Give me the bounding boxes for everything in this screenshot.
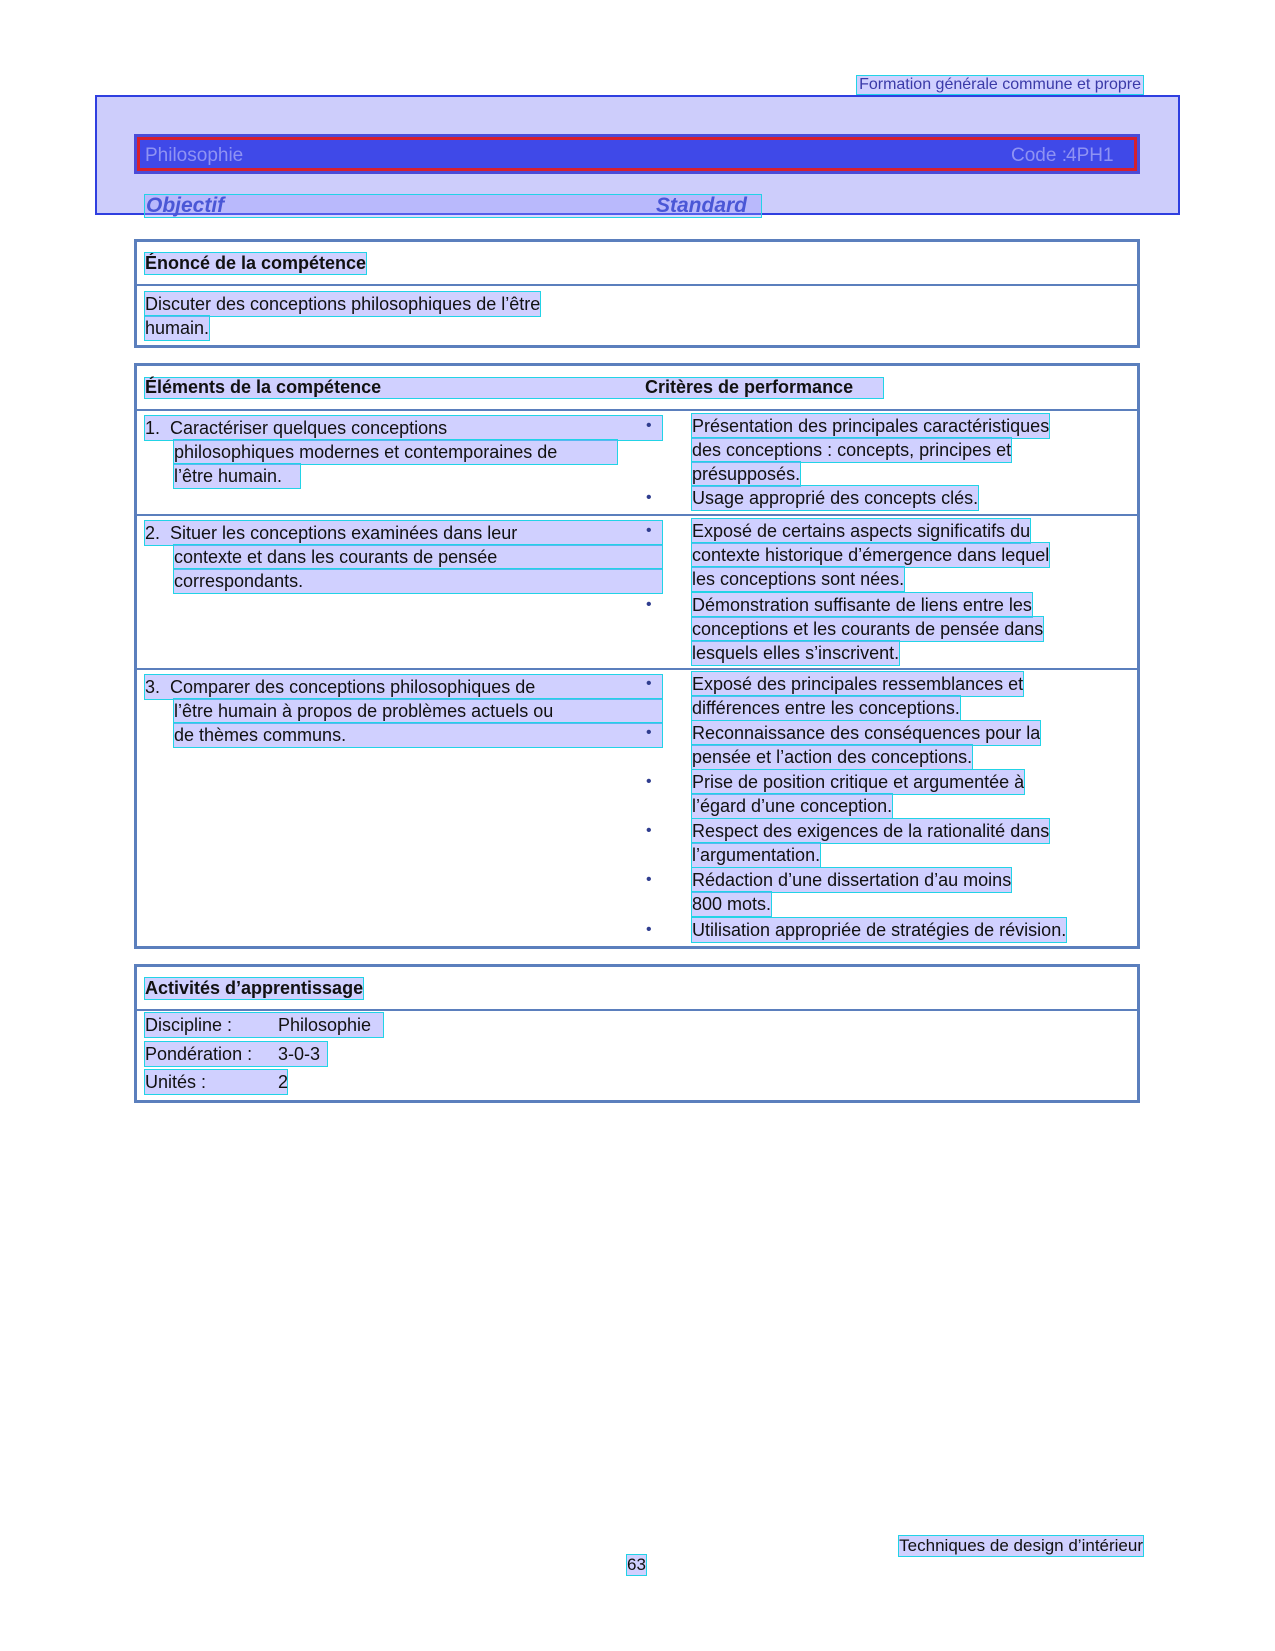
element-line: contexte et dans les courants de pensée — [174, 545, 662, 569]
criterion-line: l’égard d’une conception. — [692, 796, 893, 816]
code-label: Code : — [1011, 145, 1067, 166]
bullet-icon: • — [646, 871, 652, 888]
elements-heading: Éléments de la compétence — [145, 377, 382, 397]
criterion-line: pensée et l’action des conceptions. — [692, 747, 973, 767]
element-line: 1. Caractériser quelques conceptions — [145, 416, 662, 440]
criterion-line: présupposés. — [692, 464, 801, 484]
standard-label: Standard — [656, 194, 748, 217]
title-bar — [134, 134, 1140, 174]
statement-line: Discuter des conceptions philosophiques de l’être — [145, 294, 541, 314]
element-line: correspondants. — [174, 569, 662, 593]
criterion-line: Usage approprié des concepts clés. — [692, 488, 979, 508]
criterion-line: Reconnaissance des conséquences pour la — [692, 723, 1041, 743]
bullet-icon: • — [646, 596, 652, 613]
criterion-line: les conceptions sont nées. — [692, 569, 905, 589]
bullet-icon: • — [646, 822, 652, 839]
criterion-line: Présentation des principales caractéristiques — [692, 416, 1050, 436]
units-row: Unités : 2 — [145, 1072, 289, 1092]
criterion-line: lesquels elles s’inscrivent. — [692, 643, 900, 663]
bullet-icon: • — [646, 489, 652, 506]
criterion-line: Exposé des principales ressemblances et — [692, 674, 1024, 694]
criterion-line: 800 mots. — [692, 894, 772, 914]
criterion-line: Exposé de certains aspects significatifs du — [692, 521, 1031, 541]
discipline-row: Discipline : Philosophie — [145, 1013, 383, 1037]
criterion-line: Utilisation appropriée de stratégies de révision. — [692, 920, 1067, 940]
footer-program: Techniques de design d’intérieur — [899, 1536, 1143, 1555]
criterion-line: des conceptions : concepts, principes et — [692, 440, 1012, 460]
statement-line: humain. — [145, 318, 210, 338]
criteria-heading: Critères de performance — [645, 377, 854, 397]
criterion-line: Respect des exigences de la rationalité dans — [692, 821, 1050, 841]
activities-heading: Activités d’apprentissage — [145, 978, 364, 998]
subject-title: Philosophie — [145, 145, 244, 166]
criterion-line: l’argumentation. — [692, 845, 821, 865]
page-number: 63 — [627, 1555, 646, 1574]
element-line: 3. Comparer des conceptions philosophiques de — [145, 675, 662, 699]
criterion-line: Démonstration suffisante de liens entre les — [692, 595, 1032, 615]
criterion-line: conceptions et les courants de pensée dans — [692, 619, 1044, 639]
statement-heading: Énoncé de la compétence — [145, 253, 367, 273]
bullet-icon: • — [646, 675, 652, 692]
criterion-line: contexte historique d’émergence dans lequel — [692, 545, 1050, 565]
code-value: 4PH1 — [1066, 145, 1114, 166]
bullet-icon: • — [646, 417, 652, 434]
element-line: l’être humain à propos de problèmes actuels ou — [174, 699, 662, 723]
running-header: Formation générale commune et propre — [859, 76, 1141, 93]
element-line: de thèmes communs. — [174, 723, 662, 747]
objective-label: Objectif — [146, 194, 225, 217]
element-line: 2. Situer les conceptions examinées dans leur — [145, 521, 662, 545]
criterion-line: Prise de position critique et argumentée à — [692, 772, 1025, 792]
bullet-icon: • — [646, 522, 652, 539]
ponderation-row: Pondération : 3-0-3 — [145, 1042, 327, 1066]
element-line: philosophiques modernes et contemporaines de — [174, 440, 617, 464]
bullet-icon: • — [646, 921, 652, 938]
bullet-icon: • — [646, 724, 652, 741]
criterion-line: différences entre les conceptions. — [692, 698, 960, 718]
element-line: l’être humain. — [174, 464, 300, 488]
bullet-icon: • — [646, 773, 652, 790]
criterion-line: Rédaction d’une dissertation d’au moins — [692, 870, 1012, 890]
